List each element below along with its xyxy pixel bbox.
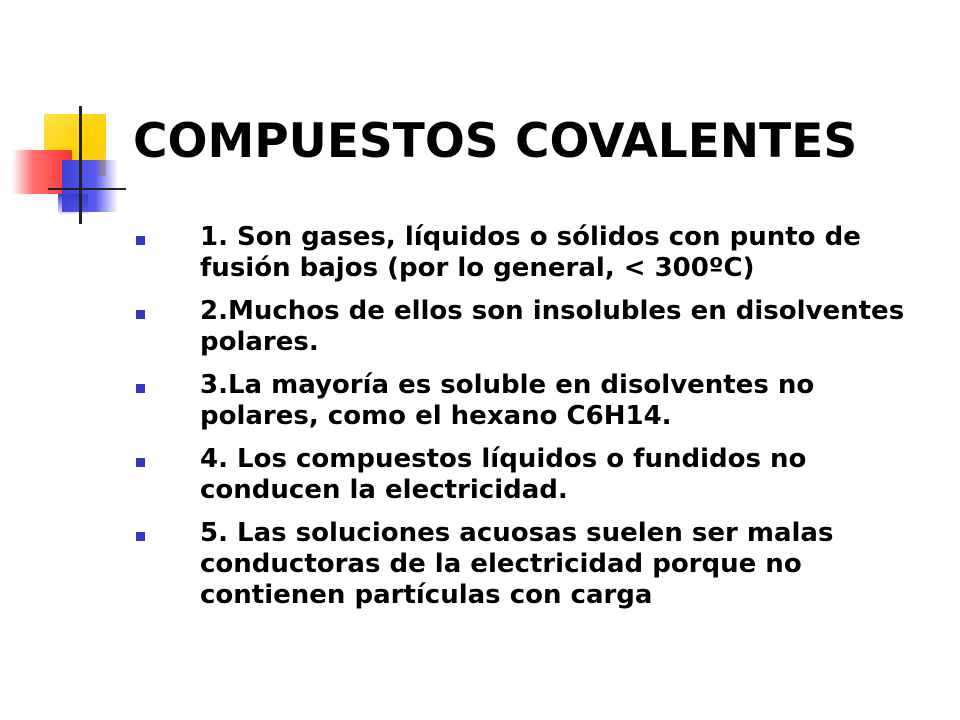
bullet-text: 1. Son gases, líquidos o sólidos con punto de fusión bajos (por lo general, < 300ºC) — [200, 222, 861, 283]
horizontal-line-decoration — [48, 188, 126, 190]
bullet-text: 4. Los compuestos líquidos o fundidos no conducen la electricidad. — [200, 444, 807, 505]
square-bullet-icon — [136, 384, 145, 393]
bullet-item-1 — [134, 222, 934, 284]
bullet-item-2 — [134, 296, 934, 358]
bullet-item-3 — [134, 370, 934, 432]
bullet-text: 5. Las soluciones acuosas suelen ser malas conductoras de la electricidad porque no contienen partículas con carga — [200, 518, 834, 610]
bullet-list — [134, 222, 934, 623]
vertical-line-decoration — [79, 106, 82, 224]
bullet-text: 3.La mayoría es soluble en disolventes no polares, como el hexano C6H14. — [200, 370, 815, 431]
square-bullet-icon — [136, 310, 145, 319]
square-bullet-icon — [136, 458, 145, 467]
slide-title: COMPUESTOS COVALENTES — [133, 114, 858, 169]
bullet-text: 2.Muchos de ellos son insolubles en disolventes polares. — [200, 296, 905, 357]
bullet-item-5 — [134, 518, 934, 611]
square-bullet-icon — [136, 236, 145, 245]
bullet-item-4 — [134, 444, 934, 506]
corner-decoration — [0, 0, 140, 230]
square-bullet-icon — [136, 532, 145, 541]
blue-shadow-decoration — [58, 194, 88, 214]
